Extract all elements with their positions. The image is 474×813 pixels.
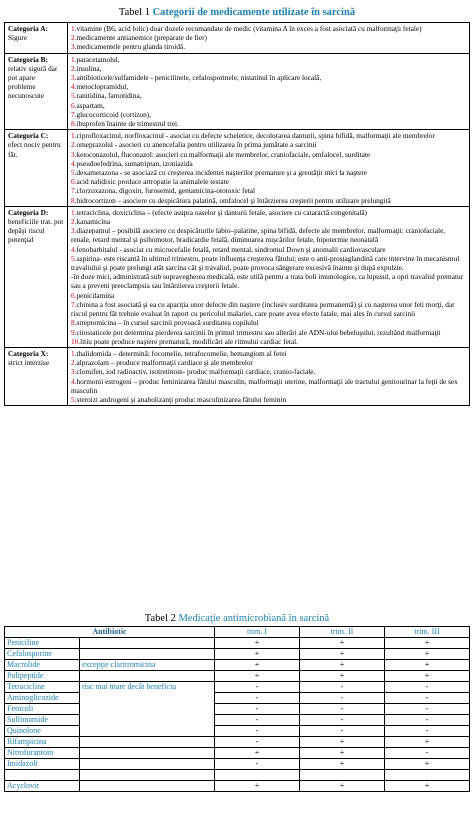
item-number: 5. [71,91,77,101]
category-cell [5,130,68,207]
item-text: penicilamina [76,290,115,300]
medication-item [71,119,466,128]
trimester-mark-t2: - [300,693,385,704]
item-number: 1. [71,131,77,141]
item-text: antibioticele/sulfamidele - penicilinele, cefalosporinele, nistatinul în aplicare locală, [76,73,322,83]
item-text: hormonii estrogeni – produc feminizarea fătului masculin, malformaţii uterine, malformaţii ale tractului genitourinar la feţii de sex masculin [71,376,458,395]
category-cell [5,23,68,54]
trimester-mark-t1: - [215,704,300,715]
trimester-mark-t3: + [385,737,470,748]
antibiotic-row [5,693,470,704]
medication-list [68,347,470,405]
item-number: 6. [71,177,77,187]
antibiotic-name: Rifampicina [5,737,80,748]
medication-item [71,226,466,244]
item-text: omeprazolul - asocieri cu anencefalia pentru utilizarea în prima jumătate a sarcinii [76,140,317,150]
antibiotic-name: Aminoglicozide [5,693,80,704]
medication-item [71,337,466,346]
category-cell [5,53,68,130]
item-number: 6. [71,100,77,110]
medication-item [71,377,466,395]
item-number: 6. [71,290,77,300]
item-text: hidrocortizon – asociere cu despicătura palatină, omfalocel şi întârzierea creşterii pentru utilizare prelungită [76,195,391,205]
trimester-mark-t3: + [385,638,470,649]
trimester-mark-t1: - [215,715,300,726]
medication-item [71,64,466,73]
item-text: dexametazona - se asociază cu creşterea incidentei naşterilor premature şi a greutăţii mici la naştere [76,168,367,178]
antibiotic-row [5,759,470,770]
trimester-mark-t2 [300,770,385,781]
trimester-mark-t2: + [300,660,385,671]
table2-header-row [5,627,470,638]
empty-note-cell [80,671,215,682]
medication-item [71,33,466,42]
item-number: 10. [71,336,81,346]
medication-item [71,349,466,358]
category-title: Categoria A: [8,24,48,33]
item-text: kanamicina [76,217,111,227]
item-number: 3. [71,367,77,377]
item-text: vitamine (B6, acid folic) doar dozele recomandate de medic (vitamina A în exces a fost asociată cu malformaţii fetale) [76,24,422,33]
item-text: medicamente antianemice (preparate de fier) [76,33,207,43]
header-trim-1: trim. I [215,627,300,638]
antibiotic-row [5,660,470,671]
item-text: metoclopramidul, [76,82,129,92]
header-trim-2: trim. II [300,627,385,638]
item-number: 4. [71,244,77,254]
medication-list [68,206,470,347]
category-title: Categoria X: [8,348,49,358]
medication-item [71,55,466,64]
category-description: Sigure [8,33,28,43]
medication-item [71,395,466,404]
medication-item [71,159,466,168]
trimester-mark-t3: + [385,649,470,660]
category-row [5,53,470,130]
medication-item [71,140,466,149]
table1-caption [0,6,474,19]
category-title: Categoria D: [8,207,49,217]
antibiotic-row [5,682,470,693]
trimester-mark-t2: - [300,715,385,726]
item-text: litiu poate produce naştere prematură, modificări ale ritmului cardiac fetal. [80,336,298,346]
item-number: 9. [71,327,77,337]
antibiotic-name: Macrolide [5,660,80,671]
medication-item [71,291,466,300]
medication-item [71,217,466,226]
empty-note-cell [80,759,215,770]
item-text: ciprofloxacinul, norfloxacinul - asociat cu defecte scheletice, decolorarea danturii, spina bifidă, malformaţii ale membrelor [76,131,435,141]
medication-item [71,245,466,254]
macrolide-exception-note: excepţie claritromicina [80,660,215,671]
antibiotic-row [5,748,470,759]
item-text: thalidomida – determină: focomelie, tetrafocomelie, hemangiom al fetei [76,348,287,358]
empty-note-cell [80,737,215,748]
item-number: 2. [71,358,77,368]
trimester-mark-t1: + [215,649,300,660]
medication-item [71,168,466,177]
trimester-mark-t1: - [215,759,300,770]
category-description: efect nociv pentru făt. [8,140,61,159]
item-number: 4. [71,82,77,92]
trimester-mark-t3: - [385,715,470,726]
medication-list [68,23,470,54]
item-text: diazepamul – posibilă asociere cu despicăturile labio–palatine, spina bifidă, defecte ale membrelor, malformaţii: craniofaciale, renale, retard mental şi psihomotor, bradicardie fetală, diminuarea mişcărilor fetale, hipotermie neonatală [71,226,446,245]
medication-item [71,73,466,82]
antibiotic-name: Cefalosporine [5,649,80,660]
item-number: 5. [71,394,77,404]
item-text: ranitidina, famotidina, [76,91,142,101]
medication-item [71,318,466,327]
item-text: clorzoxazona, digoxin, furosemid, gentamicina-ototoxic fetal [76,186,255,196]
item-number: 7. [71,299,77,309]
trimester-mark-t2: + [300,671,385,682]
item-number: 3. [71,149,77,159]
item-text: ibuprofen înainte de trimestrul trei. [76,119,179,129]
medication-item [71,272,466,290]
item-number: 1. [71,24,77,33]
item-number: 5. [71,253,77,263]
item-text: insulina, [76,63,102,73]
category-title: Categoria C: [8,131,49,141]
item-text: medicamentele pentru glanda tiroidă. [76,42,186,52]
empty-note-cell [80,781,215,792]
category-description: beneficiile trat. pot depăşi riscul potenţial [8,217,64,245]
category-cell [5,206,68,347]
antibiotic-row [5,671,470,682]
trimester-mark-t1: + [215,671,300,682]
trimester-mark-t2: - [300,682,385,693]
trimester-mark-t1: - [215,737,300,748]
table2-caption-prefix: Tabel 2 [144,613,176,624]
medication-item [71,110,466,119]
table2-caption-title: Medicaţie antimicrobiană în sarcină [178,613,330,624]
trimester-mark-t3: - [385,693,470,704]
medication-item [71,367,466,376]
category-description: relativ sigură dar pot apare probleme necunoscute [8,63,58,101]
trimester-mark-t2: - [300,704,385,715]
item-text: alprazolam – produce malformaţii cardiace şi ale membrelor [76,358,253,368]
antibiotic-row [5,649,470,660]
trimester-mark-t3: + [385,781,470,792]
item-number: 4. [71,158,77,168]
antibiotic-row [5,737,470,748]
item-number: 7. [71,109,77,119]
trimester-mark-t3: + [385,671,470,682]
table2-caption [0,612,474,625]
item-text: tetraciclina, doxiciclina – (efecte asupra oaselor şi danturii fetale, asociere cu cataractă congenitală) [76,207,367,217]
medication-item [71,42,466,51]
item-number: 2. [71,217,77,227]
medication-item [71,91,466,100]
category-row [5,23,470,54]
medication-list [68,130,470,207]
empty-note-cell [80,770,215,781]
medication-item [71,186,466,195]
item-text: paracetamolul, [76,54,120,64]
antibiotic-row [5,770,470,781]
trimester-mark-t1: + [215,660,300,671]
item-number: 2. [71,140,77,150]
item-text: pseudoefedrina, sumatriptan, izoniazida [76,158,193,168]
antibiotic-name: Sulfonamide [5,715,80,726]
antibiotic-row [5,704,470,715]
category-description: strict interzise [8,358,50,368]
empty-note-cell [80,638,215,649]
item-number: 4. [71,376,77,386]
header-trim-3: trim. III [385,627,470,638]
medication-item [71,196,466,205]
item-text: aspartam, [76,100,105,110]
item-text: -în doze mici, administrată sub supravegherea medicală, este utilă pentru a trata boli imunologice, ca lupusul, a opri travaliul prematur sau a preveni preeclampsia sau întârzierea creşterii fetale. [71,272,464,291]
medication-list [68,53,470,130]
medication-item [71,358,466,367]
antibiotic-name: Acyclovir [5,781,80,792]
medication-item [71,208,466,217]
item-text: glucocorticoid (cortizon), [76,109,152,119]
trimester-mark-t1: + [215,748,300,759]
trimester-mark-t3: - [385,704,470,715]
item-text: citostaticele pot determina pierderea sarcinii în primul trimestru sau alterări ale ADN-ului bebeluşului, rezultând malformaţii [76,327,441,337]
medication-item [71,300,466,318]
item-number: 7. [71,186,77,196]
item-text: clomifen, iod radioactiv, isotretinoin- produc malformaţii cardiace, cranio-faciale. [76,367,316,377]
medication-item [71,328,466,337]
trimester-mark-t3 [385,770,470,781]
trimester-mark-t1: - [215,693,300,704]
trimester-mark-t2: + [300,638,385,649]
trimester-mark-t1: + [215,781,300,792]
item-text: aspirina- este riscantă în ultimul trimestru, poate influenţa creşterea fătului; este o anti-prostaglandină care intervine în mecanismul travaliului şi poate prelungi atât sarcina cât şi travaliul, poate provoca sângerare excesivă înainte şi după expulzie. [71,253,460,273]
item-text: acid nalidixic produce artropatie la animalele testate [76,177,229,187]
trimester-mark-t3: - [385,748,470,759]
trimester-mark-t2: + [300,649,385,660]
item-number: 2. [71,63,77,73]
trimester-mark-t2: + [300,748,385,759]
antimicrobial-table [4,626,470,792]
trimester-mark-t2: + [300,781,385,792]
table1-caption-prefix: Tabel 1 [118,7,150,18]
item-number: 3. [71,226,77,236]
antibiotic-row [5,726,470,737]
item-text: chinina a fost asociată şi ea cu apariţia unor defecte din naştere (inclusiv surditatea permanentă) şi cu naşterea unor feti morţi, dar riscul pentru făt trebuie evaluat în raport cu pericolul malariei, care poate avea efecte fatale, mai ales în cursul sarcinii [71,299,455,319]
antibiotic-row [5,715,470,726]
item-number: 2. [71,33,77,43]
category-title: Categoria B: [8,54,48,64]
antibiotic-name: Tetracicline [5,682,80,693]
item-number: 5. [71,168,77,178]
categories-table [4,22,470,406]
trimester-mark-t1: - [215,726,300,737]
medication-item [71,24,466,33]
item-text: streptomicina – în cursul sarcinii provoacă surditatea copilului [76,318,259,328]
trimester-mark-t1: + [215,638,300,649]
empty-note-cell [80,649,215,660]
antibiotic-row [5,781,470,792]
trimester-mark-t3: + [385,660,470,671]
antibiotic-name: Fenicoli [5,704,80,715]
item-text: ketoconazolul, fluconazol: asocieri cu malformaţii ale membrelor, craniofaciale, omfalocel, surditate [76,149,371,159]
trimester-mark-t2: + [300,759,385,770]
item-number: 3. [71,42,77,52]
trimester-mark-t3: - [385,726,470,737]
item-number: 8. [71,119,77,129]
category-row [5,347,470,405]
trimester-mark-t1 [215,770,300,781]
trimester-mark-t3: + [385,759,470,770]
trimester-mark-t2: + [300,737,385,748]
item-number: 1. [71,54,77,64]
medication-item [71,150,466,159]
table1-caption-title: Categorii de medicamente utilizate în sarcină [152,7,356,18]
item-number: 3. [71,73,77,83]
medication-item [71,82,466,91]
category-row [5,206,470,347]
item-number: 1. [71,207,77,217]
medication-item [71,254,466,272]
medication-item [71,101,466,110]
category-cell [5,347,68,405]
antibiotic-name: Quinolone [5,726,80,737]
header-antibiotic: Antibiotic [5,627,215,638]
trimester-mark-t3: - [385,682,470,693]
antibiotic-name: Peniciline [5,638,80,649]
medication-item [71,177,466,186]
trimester-mark-t2: - [300,726,385,737]
item-text: fenobarbitalul - asociat cu microcefalie fetală, retard mental, sindromul Down şi anomalii cardiovasculare [76,244,386,254]
antibiotic-row [5,638,470,649]
category-row [5,130,470,207]
antibiotic-name: Polipeptide [5,671,80,682]
antibiotic-name: Imidazoli [5,759,80,770]
risk-note: risc mai mare decât beneficiu [80,682,215,737]
medication-item [71,131,466,140]
item-text: steroizi androgeni şi anabolizanţi produc masculinizarea fătului feminin [76,394,287,404]
empty-note-cell [80,748,215,759]
item-number: 8. [71,195,77,205]
antibiotic-name: Nitrofurantoin [5,748,80,759]
item-number: 1. [71,348,77,358]
antibiotic-name [5,770,80,781]
trimester-mark-t1: - [215,682,300,693]
item-number: 8. [71,318,77,328]
